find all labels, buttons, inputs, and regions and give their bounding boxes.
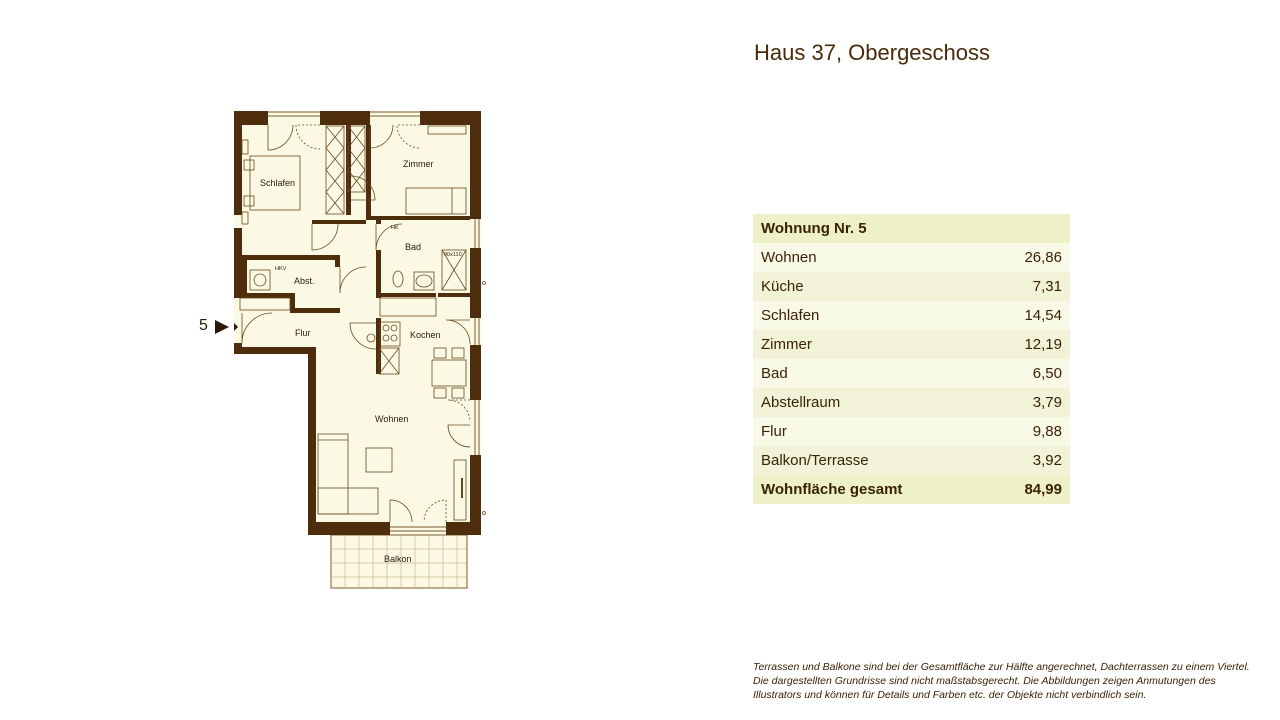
room-name: Bad — [753, 359, 990, 388]
footnote-line: Die dargestellten Grundrisse sind nicht maßstabsgerecht. Die Abbildungen zeigen Anmutungen des — [753, 675, 1216, 687]
footnote-line: Illustrators und können für Details und Farben etc. der Objekte nicht verbindlich sein. — [753, 689, 1147, 701]
room-name: Balkon/Terrasse — [753, 446, 990, 475]
page-title: Haus 37, Obergeschoss — [754, 40, 991, 65]
room-name: Schlafen — [753, 301, 990, 330]
room-label-balkon: Balkon — [384, 554, 412, 564]
area-table-total-row — [753, 475, 1070, 504]
room-label-zimmer: Zimmer — [403, 159, 434, 169]
table-row — [753, 330, 1070, 359]
room-area: 9,88 — [990, 417, 1070, 446]
room-name: Küche — [753, 272, 990, 301]
table-row — [753, 359, 1070, 388]
room-area: 12,19 — [990, 330, 1070, 359]
area-table — [753, 214, 1070, 504]
table-row — [753, 301, 1070, 330]
unit-number-marker: 5 — [199, 317, 208, 334]
table-row — [753, 388, 1070, 417]
hkv-label: HKV — [275, 266, 287, 272]
room-label-wohnen: Wohnen — [375, 414, 409, 424]
entrance-arrow-icon — [215, 320, 229, 334]
table-row — [753, 446, 1070, 475]
room-label-flur: Flur — [295, 328, 311, 338]
room-label-bad: Bad — [405, 242, 422, 252]
area-table-heading: Wohnung Nr. 5 — [753, 214, 1070, 243]
room-label-abst: Abst. — [294, 276, 315, 286]
room-name: Zimmer — [753, 330, 990, 359]
disclaimer-footnote — [753, 660, 1273, 702]
room-name: Wohnen — [753, 243, 990, 272]
room-name: Abstellraum — [753, 388, 990, 417]
hk-label: HK — [391, 225, 399, 231]
area-table-heading-row — [753, 214, 1070, 243]
table-row — [753, 243, 1070, 272]
shower-label: 90x110 — [444, 252, 462, 258]
footnote-line: Terrassen und Balkone sind bei der Gesamtfläche zur Hälfte angerechnet, Dachterrassen zu einem Viertel. — [753, 661, 1250, 673]
total-value: 84,99 — [990, 475, 1070, 504]
table-row — [753, 417, 1070, 446]
room-name: Flur — [753, 417, 990, 446]
room-area: 6,50 — [990, 359, 1070, 388]
room-area: 7,31 — [990, 272, 1070, 301]
room-area: 3,79 — [990, 388, 1070, 417]
room-area: 3,92 — [990, 446, 1070, 475]
room-area: 26,86 — [990, 243, 1070, 272]
room-label-schlafen: Schlafen — [260, 178, 296, 188]
table-row — [753, 272, 1070, 301]
total-label: Wohnfläche gesamt — [753, 475, 990, 504]
room-area: 14,54 — [990, 301, 1070, 330]
room-label-kochen: Kochen — [410, 330, 441, 340]
